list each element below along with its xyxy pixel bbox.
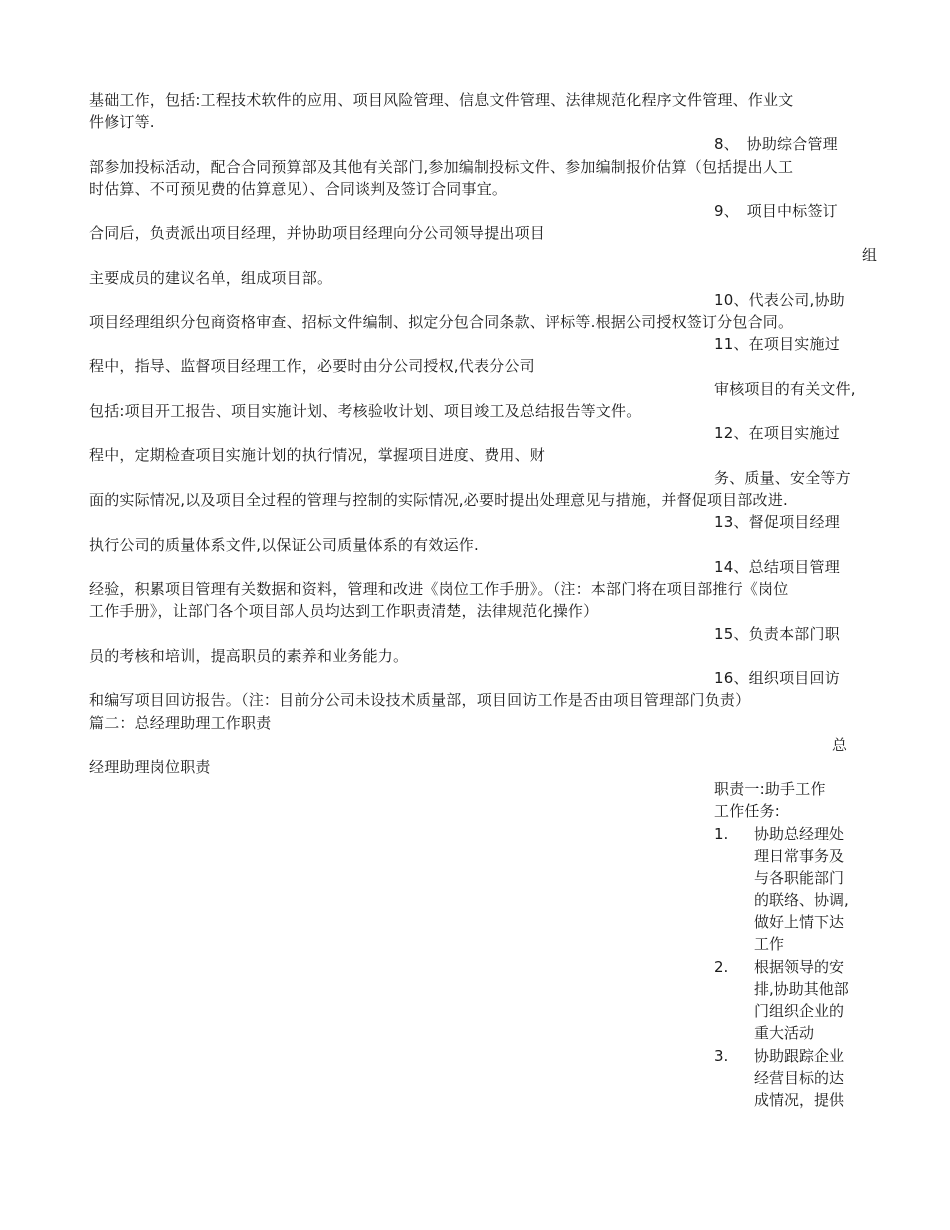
text-line: 程中，指导、监督项目经理工作，必要时由分公司授权,代表分公司 (89, 357, 535, 375)
list-text: 协助总经理处 (754, 825, 845, 843)
text-line: 部参加投标活动，配合合同预算部及其他有关部门,参加编制投标文件、参加编制报价估算（包括提出人工 (89, 158, 794, 176)
text-line: 组 (862, 246, 878, 264)
text-line: 审核项目的有关文件, (714, 380, 856, 398)
text-line: 12、在项目实施过 (714, 424, 840, 442)
list-text: 理日常事务及 (754, 847, 845, 865)
list-text: 的联络、协调, (754, 891, 849, 909)
text-line: 16、组织项目回访 (714, 669, 840, 687)
list-text: 做好上情下达 (754, 913, 845, 931)
list-text: 协助跟踪企业 (754, 1047, 845, 1065)
list-text: 排,协助其他部 (754, 980, 849, 998)
text-line: 工作手册》，让部门各个项目部人员均达到工作职责清楚，法律规范化操作） (89, 602, 599, 620)
list-text: 根据领导的安 (754, 958, 845, 976)
text-line: 10、代表公司,协助 (714, 291, 845, 309)
section-heading: 经理助理岗位职责 (89, 758, 211, 776)
text-line: 务、质量、安全等方 (714, 469, 851, 487)
text-line: 8、 协助综合管理 (714, 135, 838, 153)
text-line: 和编写项目回访报告。（注：目前分公司未设技术质量部，项目回访工作是否由项目管理部门负责） (89, 691, 751, 709)
text-line: 时估算、不可预见费的估算意见）、合同谈判及签订合同事宜。 (89, 180, 508, 198)
list-text: 门组织企业的 (754, 1002, 845, 1020)
text-line: 面的实际情况,以及项目全过程的管理与控制的实际情况,必要时提出处理意见与措施，并督促项目部改进. (89, 491, 788, 509)
list-text: 重大活动 (754, 1024, 815, 1042)
text-line: 件修订等. (89, 113, 155, 131)
text-line: 14、总结项目管理 (714, 558, 840, 576)
text-line: 总 (832, 736, 848, 754)
text-line: 包括:项目开工报告、项目实施计划、考核验收计划、项目竣工及总结报告等文件。 (89, 402, 642, 420)
subsection-heading: 工作任务: (714, 802, 781, 820)
list-text: 工作 (754, 935, 785, 953)
text-line: 13、督促项目经理 (714, 513, 840, 531)
text-line: 经验，积累项目管理有关数据和资料，管理和改进《岗位工作手册》。（注：本部门将在项目部推行《岗位 (89, 580, 789, 598)
list-text: 经营目标的达 (754, 1069, 845, 1087)
text-line: 9、 项目中标签订 (714, 202, 838, 220)
text-line: 合同后，负责派出项目经理，并协助项目经理向分公司领导提出项目 (89, 224, 546, 242)
list-marker: 3. (714, 1047, 729, 1065)
text-line: 执行公司的质量体系文件,以保证公司质量体系的有效运作. (89, 536, 479, 554)
section-heading: 篇二：总经理助理工作职责 (89, 714, 272, 732)
text-line: 项目经理组织分包商资格审查、招标文件编制、拟定分包合同条款、评标等.根据公司授权签订分包合同。 (89, 313, 794, 331)
subsection-heading: 职责一:助手工作 (714, 780, 826, 798)
list-marker: 2. (714, 958, 729, 976)
list-marker: 1. (714, 825, 729, 843)
text-line: 11、在项目实施过 (714, 335, 840, 353)
list-text: 与各职能部门 (754, 869, 845, 887)
text-line: 基础工作，包括:工程技术软件的应用、项目风险管理、信息文件管理、法律规范化程序文件管理、作业文 (89, 91, 794, 109)
text-line: 程中，定期检查项目实施计划的执行情况，掌握项目进度、费用、财 (89, 446, 546, 464)
text-line: 员的考核和培训，提高职员的素养和业务能力。 (89, 647, 409, 665)
list-text: 成情况，提供 (754, 1091, 845, 1109)
text-line: 15、负责本部门职 (714, 625, 840, 643)
text-line: 主要成员的建议名单，组成项目部。 (89, 269, 333, 287)
